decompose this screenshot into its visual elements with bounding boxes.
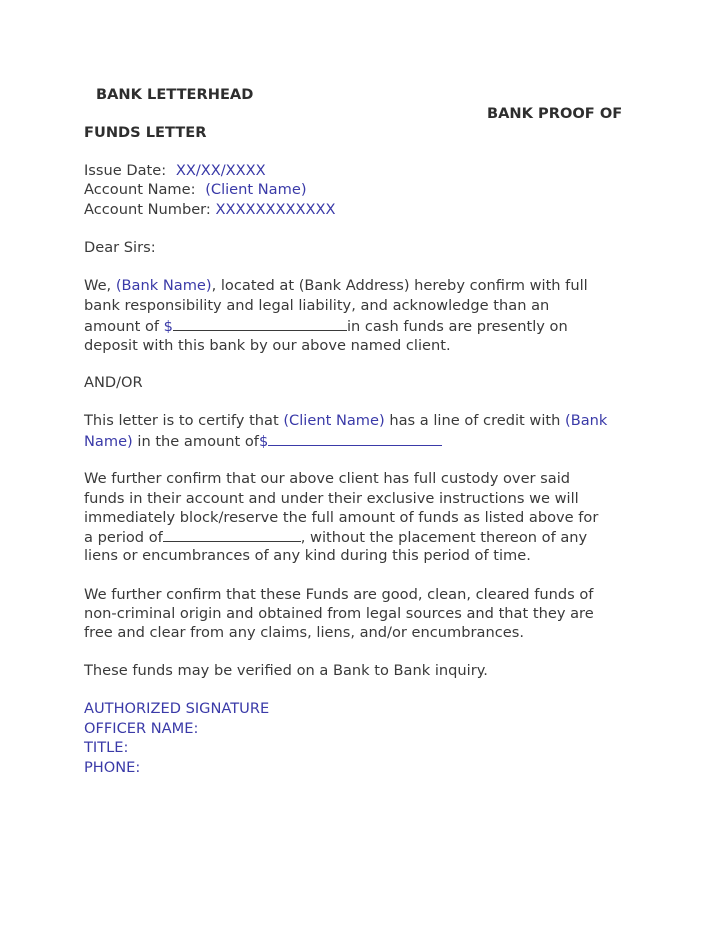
- dollar-sign: $: [163, 318, 173, 335]
- account-number-line: [84, 200, 335, 220]
- account-name-value: (Client Name): [205, 181, 307, 198]
- paragraph5: These funds may be verified on a Bank to Bank inquiry.: [84, 662, 488, 679]
- paragraph1-line2: bank responsibility and legal liability, and acknowledge than an: [84, 297, 550, 314]
- paragraph3-line4: [84, 527, 587, 548]
- client-name-placeholder: (Client Name): [283, 412, 385, 429]
- paragraph3-line2: funds in their account and under their exclusive instructions we will: [84, 490, 579, 507]
- paragraph4-line2: non-criminal origin and obtained from legal sources and that they are: [84, 605, 594, 622]
- authorized-signature-label: AUTHORIZED SIGNATURE: [84, 700, 270, 717]
- account-number-label: Account Number:: [84, 201, 211, 218]
- title-label: TITLE:: [84, 739, 129, 756]
- paragraph3-line1: We further confirm that our above client has full custody over said: [84, 470, 571, 487]
- and-or-separator: AND/OR: [84, 374, 143, 391]
- issue-date-label: Issue Date:: [84, 162, 167, 179]
- period-blank: [163, 527, 301, 542]
- dollar-sign: $: [258, 433, 269, 450]
- salutation: Dear Sirs:: [84, 239, 156, 256]
- paragraph1-text: We,: [84, 277, 112, 294]
- issue-date-value: XX/XX/XXXX: [175, 162, 266, 179]
- paragraph1-text: in cash funds are presently on: [346, 318, 568, 335]
- officer-name-label: OFFICER NAME:: [84, 720, 199, 737]
- paragraph4-line1: We further confirm that these Funds are good, clean, cleared funds of: [84, 586, 594, 603]
- bank-name-placeholder: (Bank: [565, 412, 608, 429]
- letter-title-part2: FUNDS LETTER: [84, 124, 207, 141]
- paragraph3-text: a period of: [84, 529, 163, 546]
- letter-title-part1: BANK PROOF OF: [487, 105, 623, 122]
- paragraph1-line3: [84, 316, 568, 337]
- account-number-value: XXXXXXXXXXXX: [215, 201, 336, 218]
- paragraph2-text: This letter is to certify that: [84, 412, 279, 429]
- phone-label: PHONE:: [84, 759, 141, 776]
- paragraph2-line2: [84, 431, 442, 452]
- paragraph1-line1: [84, 276, 588, 296]
- paragraph1-text: amount of: [84, 318, 160, 335]
- paragraph3-text: , without the placement thereon of any: [300, 529, 588, 546]
- bank-name-placeholder: (Bank Name): [115, 277, 212, 294]
- account-name-label: Account Name:: [84, 181, 196, 198]
- paragraph2-text: in the amount of: [137, 433, 259, 450]
- paragraph1-text: , located at (Bank Address) hereby confirm with full: [211, 277, 588, 294]
- letterhead-label: BANK LETTERHEAD: [96, 86, 254, 103]
- issue-date-line: [84, 161, 266, 181]
- paragraph3-line5: liens or encumbrances of any kind during this period of time.: [84, 547, 531, 564]
- paragraph1-line4: deposit with this bank by our above named client.: [84, 337, 451, 354]
- paragraph4-line3: free and clear from any claims, liens, and/or encumbrances.: [84, 624, 524, 641]
- bank-name-placeholder: Name): [84, 433, 133, 450]
- amount-blank: [173, 316, 347, 331]
- paragraph3-line3: immediately block/reserve the full amount of funds as listed above for: [84, 509, 599, 526]
- paragraph2-text: has a line of credit with: [389, 412, 561, 429]
- credit-amount-blank: [268, 431, 442, 446]
- paragraph2-line1: [84, 411, 607, 431]
- account-name-line: [84, 180, 307, 200]
